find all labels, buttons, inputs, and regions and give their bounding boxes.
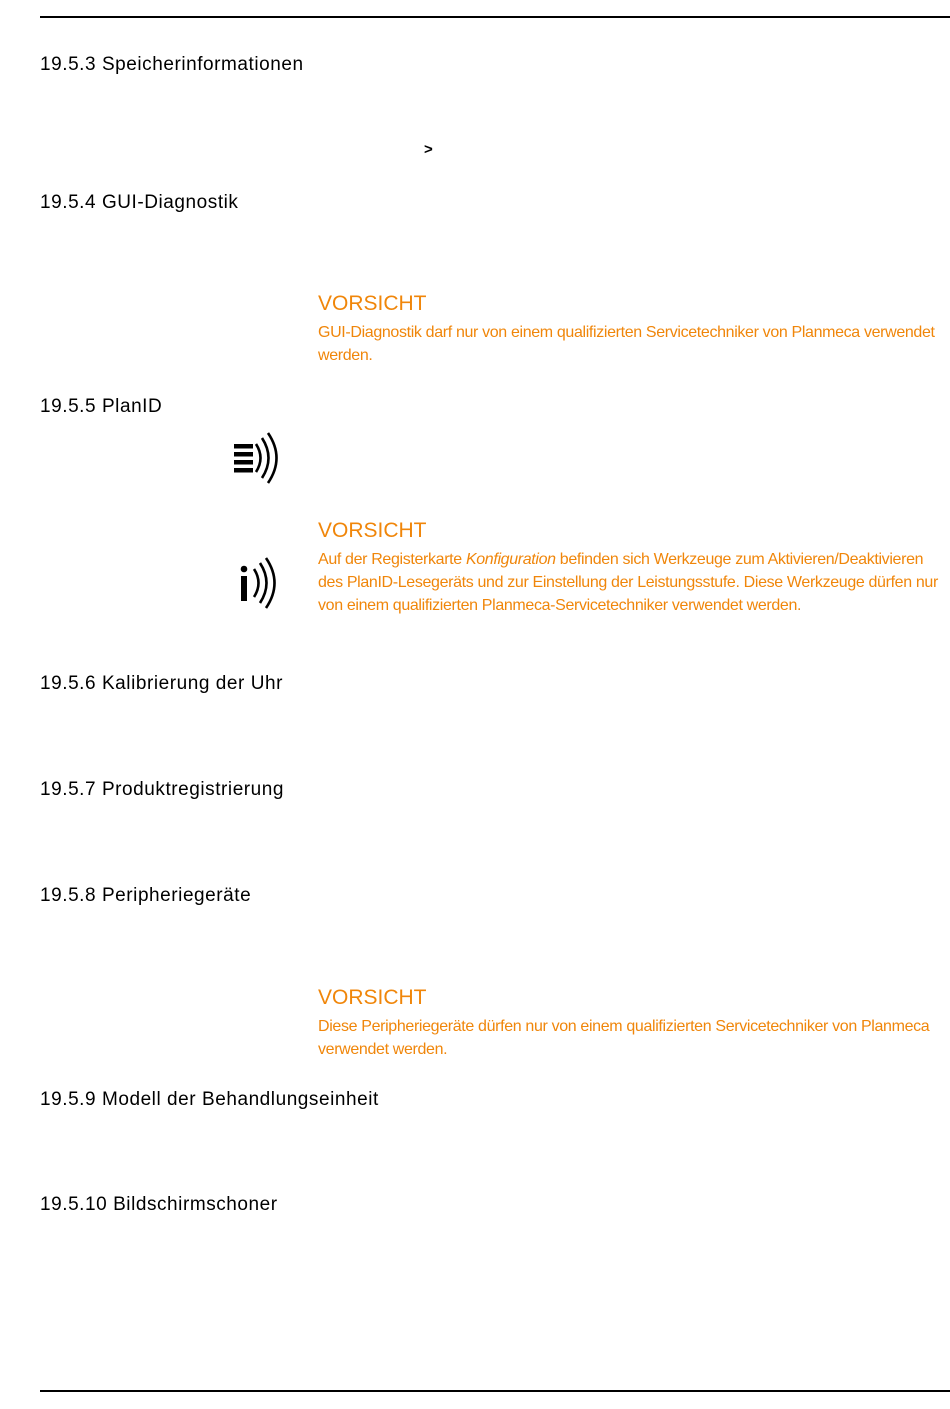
planid-info-icon — [234, 556, 296, 612]
top-rule — [40, 16, 950, 18]
planid-rfid-icon — [232, 430, 294, 486]
section-heading-memory-info: 19.5.3 Speicherinformationen — [40, 54, 304, 75]
caution-title: VORSICHT — [318, 292, 427, 315]
section-heading-clock-calibration: 19.5.6 Kalibrierung der Uhr — [40, 673, 283, 694]
caution-peripherals — [318, 986, 950, 1061]
caution-gui-diagnostics — [318, 292, 950, 367]
section-heading-planid: 19.5.5 PlanID — [40, 396, 163, 417]
caution-title: VORSICHT — [318, 986, 427, 1009]
tab-name-konfiguration: Konfiguration — [465, 551, 556, 568]
chevron-marker: > — [424, 141, 433, 158]
caution-text-part: Auf der Registerkarte — [318, 551, 466, 568]
caution-title: VORSICHT — [318, 519, 427, 542]
section-heading-unit-model: 19.5.9 Modell der Behandlungseinheit — [40, 1089, 379, 1110]
caution-text — [318, 548, 950, 617]
caution-text: GUI-Diagnostik darf nur von einem qualifizierten Servicetechniker von Planmeca verwendet werden. — [318, 324, 935, 364]
section-heading-product-registration: 19.5.7 Produktregistrierung — [40, 779, 285, 800]
section-heading-gui-diagnostics: 19.5.4 GUI-Diagnostik — [40, 192, 239, 213]
section-heading-peripherals: 19.5.8 Peripheriegeräte — [40, 885, 252, 906]
bottom-rule — [40, 1390, 950, 1392]
caution-text: Diese Peripheriegeräte dürfen nur von einem qualifizierten Servicetechniker von Planmeca verwendet werden. — [318, 1018, 930, 1058]
section-heading-screensaver: 19.5.10 Bildschirmschoner — [40, 1194, 278, 1215]
caution-planid — [318, 519, 950, 617]
caution-text-part: befinden sich Werkzeuge zum Aktivieren/Deaktivieren des PlanID-Lesegeräts und zur Einstellung der Leistungsstufe. Diese Werkzeuge dürfen nur von einem qualifizierten Planmeca-Servicetechniker verwendet werden. — [318, 551, 938, 614]
